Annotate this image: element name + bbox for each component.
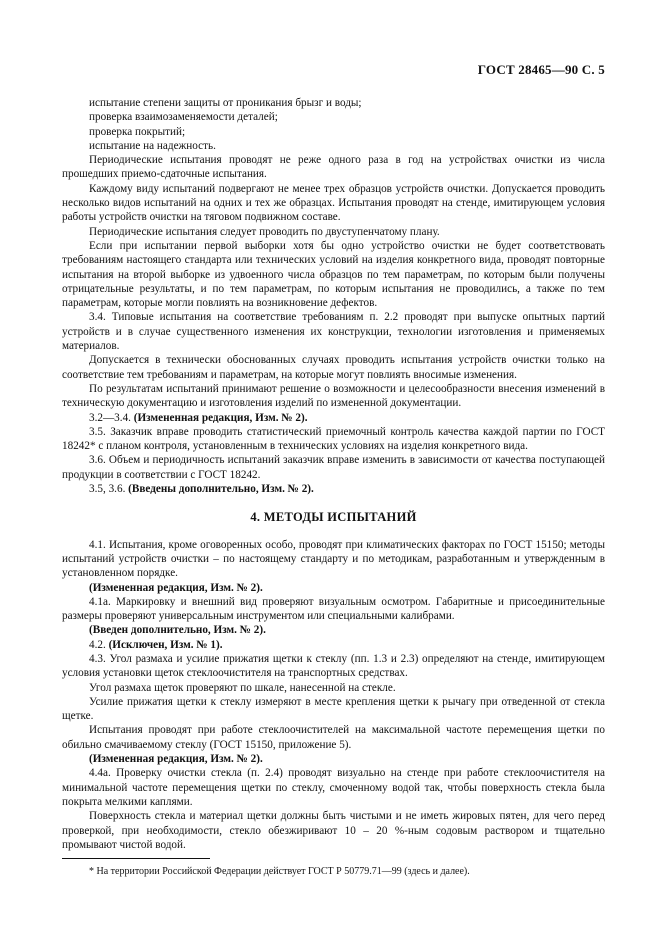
list-item: испытание на надежность. bbox=[89, 139, 216, 152]
section-title: 4. МЕТОДЫ ИСПЫТАНИЙ bbox=[250, 510, 417, 525]
paragraph: Периодические испытания проводят не реже одного раза в год на устройствах очистки из числа прошедших приемо-сдаточные испытания. bbox=[62, 154, 605, 181]
clause-ref: 4.2. bbox=[89, 638, 109, 651]
paragraph: Угол размаха щеток проверяют по шкале, нанесенной на стекле. bbox=[89, 681, 396, 694]
edit-note bbox=[62, 638, 605, 652]
edit-note bbox=[62, 482, 605, 496]
paragraph: 3.4. Типовые испытания на соответствие требованиям п. 2.2 проводят при выпуске опытных партий устройств и в случае существенного изменения их конструкции, технологии изготовления и применяемых материалов. bbox=[62, 311, 605, 353]
paragraph: Испытания проводят при работе стеклоочистителей на максимальной частоте перемещения щетки по обильно смачиваемому стеклу (ГОСТ 15150, приложение 5). bbox=[62, 724, 605, 751]
list-item: проверка покрытий; bbox=[89, 125, 186, 138]
edit-label: (Измененная редакция, Изм. № 2). bbox=[133, 411, 308, 424]
paragraph: Каждому виду испытаний подвергают не менее трех образцов устройств очистки. Допускается проводить несколько видов испытаний на одних и тех же образцах. Испытания проводят на стенде, имитирующем условия работы устройств очистки на тяговом подвижном составе. bbox=[62, 182, 605, 224]
footnote-divider bbox=[62, 858, 210, 859]
paragraph: Допускается в технически обоснованных случаях проводить испытания устройств очистки только на соответствие тем требованиям и параметрам, на которые могут повлиять вносимые изменения. bbox=[62, 354, 605, 381]
list-item: проверка взаимозаменяемости деталей; bbox=[89, 111, 278, 124]
paragraph: Периодические испытания следует проводить по двуступенчатому плану. bbox=[89, 225, 440, 238]
edit-note bbox=[62, 411, 605, 425]
edit-label: (Исключен, Изм. № 1). bbox=[108, 638, 223, 651]
paragraph: Если при испытании первой выборки хотя бы одно устройство очистки не будет соответствовать требованиям настоящего стандарта или технических условий на изделия конкретного вида, проводят повторные испытания на второй выборке из удвоенного числа образцов по тем параметрам, по которым были получены отрицательные результаты, и по тем параметрам, по которым испытания не проводились, а также по тем параметрам, которые могли повлиять на возникновение дефектов. bbox=[62, 239, 605, 310]
list-item: испытание степени защиты от проникания брызг и воды; bbox=[89, 97, 362, 109]
paragraph: Поверхность стекла и материал щетки должны быть чистыми и не иметь жировых пятен, для чего перед проверкой, при необходимости, стекло обезжиривают 10 – 20 %-ным содовым раствором и тщательно промывают чистой водой. bbox=[62, 810, 605, 851]
paragraph: 3.6. Объем и периодичность испытаний заказчик вправе изменить в зависимости от качества поступающей продукции в соответствии с ГОСТ 18242. bbox=[62, 454, 605, 481]
edit-note: (Измененная редакция, Изм. № 2). bbox=[89, 581, 263, 594]
paragraph: 4.1а. Маркировку и внешний вид проверяют визуальным осмотром. Габаритные и присоединительные размеры проверяют универсальным инструментом или специальными калибрами. bbox=[62, 595, 605, 623]
paragraph: 4.1. Испытания, кроме оговоренных особо, проводят при климатических факторах по ГОСТ 15150; методы испытаний устройств очистки – по настоящему стандарту и по методикам, разработанным и утвержденным в установленном порядке. bbox=[62, 538, 605, 580]
document-body bbox=[62, 96, 605, 878]
paragraph: По результатам испытаний принимают решение о возможности и целесообразности внесения изменений в техническую документацию и изготовления изделий по измененной документации. bbox=[62, 382, 605, 410]
footnote: * На территории Российской Федерации действует ГОСТ Р 50779.71—99 (здесь и далее). bbox=[89, 866, 470, 878]
edit-note: (Введен дополнительно, Изм. № 2). bbox=[89, 624, 266, 637]
clause-ref: 3.2—3.4. bbox=[89, 411, 134, 424]
paragraph: 3.5. Заказчик вправе проводить статистический приемочный контроль качества каждой партии по ГОСТ 18242* с планом контроля, установленным в технических условиях на изделия конкретного вида. bbox=[62, 425, 605, 453]
paragraph: 4.3. Угол размаха и усилие прижатия щетки к стеклу (пп. 1.3 и 2.3) определяют на стенде, имитирующем условия установки щеток стеклоочистителя на транспортных средствах. bbox=[62, 652, 605, 680]
edit-note: (Измененная редакция, Изм. № 2). bbox=[89, 753, 263, 766]
page-header: ГОСТ 28465—90 С. 5 bbox=[477, 62, 605, 77]
paragraph: 4.4а. Проверку очистки стекла (п. 2.4) проводят визуально на стенде при работе стеклоочистителя на минимальной частоте перемещения щетки по стеклу, смоченному водой так, чтобы поверхность стекла была покрыта мелкими каплями. bbox=[62, 767, 605, 808]
paragraph: Усилие прижатия щетки к стеклу измеряют в месте крепления щетки к рычагу при отведенной от стекла щетке. bbox=[62, 695, 605, 723]
clause-ref: 3.5, 3.6. bbox=[89, 483, 129, 496]
edit-label: (Введены дополнительно, Изм. № 2). bbox=[128, 483, 314, 496]
